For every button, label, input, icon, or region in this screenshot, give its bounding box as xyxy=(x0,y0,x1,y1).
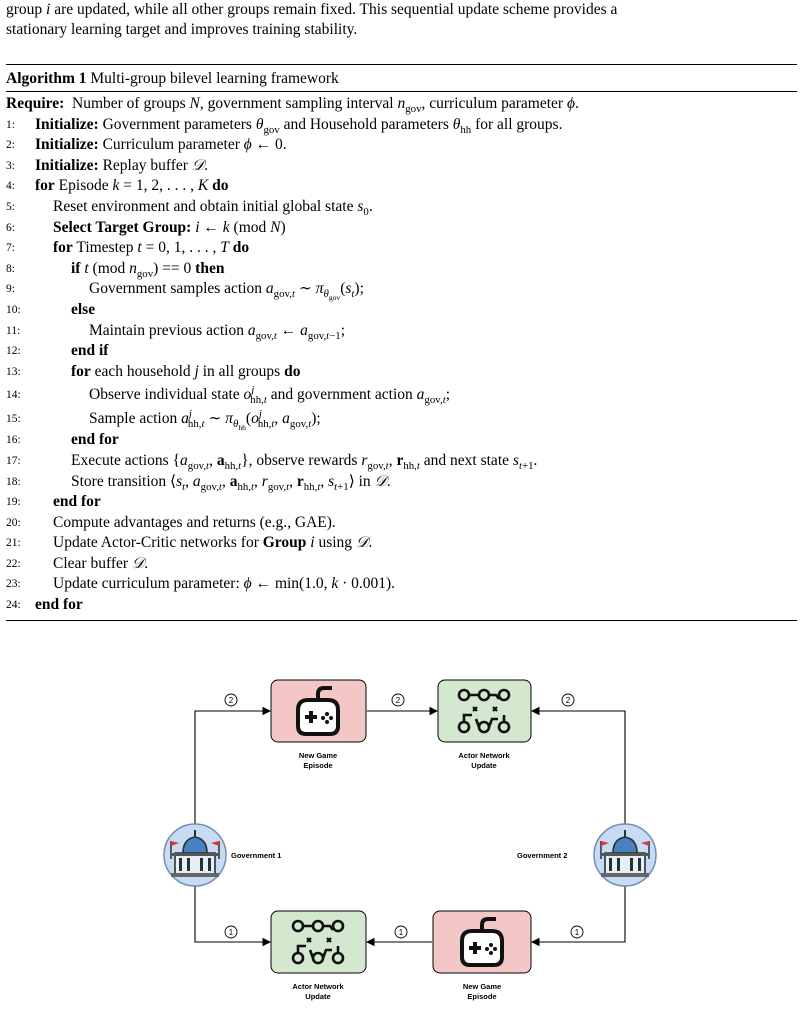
step-label: 2 xyxy=(395,696,401,705)
algorithm-title-label: Algorithm 1 xyxy=(6,70,87,87)
algorithm-line xyxy=(6,513,797,534)
intro-paragraph xyxy=(6,0,796,40)
government-1-label: Government 1 xyxy=(231,851,282,860)
algorithm-line: 9: Government samples action $a_{gov,t}$ ∼ $\pi_{\theta_{gov}}(s_t)$; xyxy=(6,280,364,303)
line-number: 17: xyxy=(6,454,21,467)
line-number: 8: xyxy=(6,262,15,275)
algorithm-title-text: Multi-group bilevel learning framework xyxy=(90,70,339,87)
line-keyword: Initialize: xyxy=(35,136,99,154)
algorithm-line: 11: Maintain previous action $a_{gov,t}$ ← $a_{gov,t-1}$; xyxy=(6,321,346,342)
line-keyword-end: do xyxy=(232,239,250,257)
line-keyword: Initialize: xyxy=(35,156,99,174)
line-number: 20: xyxy=(6,516,21,529)
algorithm-line: 4: for Episode k = 1, 2, . . . , K do xyxy=(6,176,797,197)
require-keyword: Require: xyxy=(6,95,65,112)
diagram-arrows xyxy=(195,711,625,942)
line-number: 16: xyxy=(6,434,21,447)
algorithm-line: 7: for Timestep t = 0, 1, . . . , T do xyxy=(6,238,797,259)
algorithm-line xyxy=(6,341,797,362)
line-number: 23: xyxy=(6,578,21,591)
line-keyword: end for xyxy=(35,596,83,614)
algorithm-line: 6: Select Target Group: i ← k (mod N) xyxy=(6,218,797,239)
line-keyword: for xyxy=(35,177,55,195)
algorithm-line xyxy=(6,595,797,616)
new-game-label-line2: Episode xyxy=(467,992,497,1001)
line-number: 3: xyxy=(6,159,15,172)
algorithm-line: 3: Initialize: Replay buffer 𝒟. xyxy=(6,156,797,177)
line-keyword-end: then xyxy=(195,259,225,277)
algorithm-line: 17: Execute actions {$a_{gov,t}$, $a_{hh,t}$}, observe rewards $r_{gov,t}$, $r_{hh,t}$ and next state $s_{t+1}$. xyxy=(6,451,538,472)
step-label: 1 xyxy=(398,928,404,937)
line-keyword: for xyxy=(53,239,73,257)
line-number: 9: xyxy=(6,283,15,296)
intro-line-1: group i are updated, while all other groups remain fixed. This sequential update scheme provides a xyxy=(6,1,618,18)
actor-label-line2: Update xyxy=(305,992,331,1001)
step-label: 1 xyxy=(574,928,580,937)
line-number: 2: xyxy=(6,139,15,152)
line-text: Compute advantages and returns (e.g., GAE). xyxy=(53,513,336,531)
line-number: 6: xyxy=(6,221,15,234)
line-keyword: end for xyxy=(71,431,119,449)
line-keyword: Initialize: xyxy=(35,115,99,133)
algorithm-title xyxy=(6,65,797,91)
actor-label-line1: Actor Network xyxy=(458,751,510,760)
algorithm-require: Require: Number of groups N, government sampling interval $n_{gov}$, curriculum parameter ϕ. xyxy=(6,95,579,116)
algorithm-line: 15: Sample action $a^j_{hh,t}$ ∼ $\pi_{\theta_{hh}}(o^j_{hh,t}$, $a_{gov,t}$); xyxy=(6,408,321,433)
step-label: 2 xyxy=(228,696,234,705)
line-keyword: if xyxy=(71,259,81,277)
line-number: 22: xyxy=(6,557,21,570)
line-number: 1: xyxy=(6,118,15,131)
intro-line-2: stationary learning target and improves training stability. xyxy=(6,21,358,38)
algorithm-line xyxy=(6,300,797,321)
algorithm-line: 18: Store transition $⟨s_t$, $a_{gov,t}$, $a_{hh,t}$, $r_{gov,t}$, $r_{hh,t}$, $s_{t+1}⟩$ in 𝒟. xyxy=(6,472,391,493)
algorithm-line: 13: for each household j in all groups do xyxy=(6,362,797,383)
line-number: 15: xyxy=(6,413,21,426)
actor-label-line1: Actor Network xyxy=(292,982,344,991)
line-number: 19: xyxy=(6,496,21,509)
new-game-label-line1: New Game xyxy=(462,982,502,991)
algorithm-lines xyxy=(6,92,797,620)
line-keyword-end: do xyxy=(212,177,229,195)
algorithm-line: 1: Initialize: Government parameters $\theta_{gov}$ and Household parameters $\theta_{hh}$ for all groups. xyxy=(6,115,563,136)
new-game-label-line1: New Game xyxy=(298,751,338,760)
line-number: 5: xyxy=(6,200,15,213)
line-number: 13: xyxy=(6,365,21,378)
line-number: 14: xyxy=(6,389,21,402)
actor-label-line2: Update xyxy=(471,761,497,770)
arrow-gov2-to-top-actor xyxy=(532,711,625,826)
government-building-icon xyxy=(164,824,226,886)
line-keyword: for xyxy=(71,362,91,380)
line-keyword: else xyxy=(71,300,96,318)
government-building-icon xyxy=(594,824,656,886)
step-label: 2 xyxy=(565,696,571,705)
algorithm-line: 22: Clear buffer 𝒟. xyxy=(6,554,797,575)
algorithm-line xyxy=(6,492,797,513)
line-number: 24: xyxy=(6,599,21,612)
algorithm-line: 5: Reset environment and obtain initial global state $s_0$. xyxy=(6,197,373,219)
algorithm-line: 21: Update Actor-Critic networks for Group i using 𝒟. xyxy=(6,533,797,554)
arrow-gov1-to-top-game xyxy=(195,711,270,825)
algorithm-line: 8: if t (mod $n_{gov}) == 0$ then xyxy=(6,259,225,280)
line-number: 11: xyxy=(6,324,21,337)
step-label: 1 xyxy=(228,928,234,937)
line-number: 18: xyxy=(6,475,21,488)
algorithm-line xyxy=(6,430,797,451)
line-number: 12: xyxy=(6,345,21,358)
algorithm-line: 23: Update curriculum parameter: ϕ ← min(1.0, k · 0.001). xyxy=(6,574,797,595)
line-number: 4: xyxy=(6,180,15,193)
algorithm-bottom-rule xyxy=(6,620,797,621)
government-2-label: Government 2 xyxy=(517,851,568,860)
algorithm-block xyxy=(6,64,797,621)
new-game-label-line2: Episode xyxy=(303,761,333,770)
line-keyword: end for xyxy=(53,493,101,511)
line-number: 10: xyxy=(6,303,21,316)
line-keyword: end if xyxy=(71,342,109,360)
algorithm-line: 2: Initialize: Curriculum parameter ϕ ← 0. xyxy=(6,135,797,156)
line-number: 21: xyxy=(6,537,21,550)
algorithm-line: 14: Observe individual state $o^j_{hh,t}$ and government action $a_{gov,t}$; xyxy=(6,384,451,407)
line-number: 7: xyxy=(6,242,15,255)
line-keyword-end: do xyxy=(284,362,301,380)
line-keyword: Select Target Group: xyxy=(53,218,192,236)
